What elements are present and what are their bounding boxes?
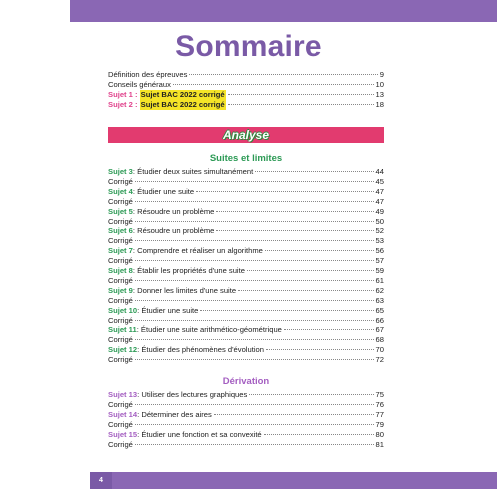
subject-prefix: Sujet 6 xyxy=(108,226,133,236)
toc-row[interactable] xyxy=(108,207,384,217)
toc-page: 79 xyxy=(375,419,384,429)
toc-row[interactable] xyxy=(108,187,384,197)
toc-row[interactable] xyxy=(108,410,384,420)
toc-page: 57 xyxy=(375,256,384,266)
toc-label: Corrigé xyxy=(108,176,133,186)
toc-label: : Résoudre un problème xyxy=(132,226,215,236)
toc-row[interactable] xyxy=(108,217,384,227)
toc-row[interactable] xyxy=(108,335,384,345)
header-band xyxy=(70,0,497,22)
toc-label: Corrigé xyxy=(108,275,133,285)
dot-leader xyxy=(135,424,374,425)
toc-label: Corrigé xyxy=(108,355,133,365)
subject-prefix: Sujet 7 xyxy=(108,246,133,256)
toc-row[interactable] xyxy=(108,70,384,80)
dot-leader xyxy=(135,201,374,202)
toc-label: Conseils généraux xyxy=(108,80,171,89)
toc-page: 47 xyxy=(375,196,384,206)
toc-label: : Utiliser des lectures graphiques xyxy=(137,390,248,399)
toc-page: 70 xyxy=(375,345,384,355)
toc-row[interactable] xyxy=(108,167,384,177)
dot-leader xyxy=(135,260,374,261)
toc-label: Corrigé xyxy=(108,216,133,226)
toc-row[interactable] xyxy=(108,266,384,276)
subject-prefix: Sujet 13 xyxy=(108,390,138,399)
toc-page: 18 xyxy=(375,100,384,109)
dot-leader xyxy=(135,404,374,405)
toc-label: Corrigé xyxy=(108,236,133,246)
dot-leader xyxy=(264,434,374,435)
toc-label: : Donner les limites d'une suite xyxy=(132,285,237,295)
subject-prefix: Sujet 5 xyxy=(108,206,133,216)
toc-page: 47 xyxy=(375,186,384,196)
dot-leader xyxy=(173,84,374,85)
subject-prefix: Sujet 4 xyxy=(108,186,133,196)
toc-page: 77 xyxy=(375,409,384,419)
dot-leader xyxy=(255,171,373,172)
footer-band xyxy=(90,472,497,489)
dot-leader xyxy=(228,104,374,105)
toc-row[interactable] xyxy=(108,306,384,316)
dot-leader xyxy=(266,349,374,350)
toc-row[interactable] xyxy=(108,440,384,450)
toc-label: Corrigé xyxy=(108,335,133,345)
toc-row[interactable] xyxy=(108,226,384,236)
subject-prefix: Sujet 2 : xyxy=(108,100,138,109)
section-banner-analyse xyxy=(108,127,384,143)
toc-page: 72 xyxy=(375,355,384,365)
toc-row[interactable] xyxy=(108,325,384,335)
toc-row[interactable] xyxy=(108,246,384,256)
toc-page: 45 xyxy=(375,176,384,186)
dot-leader xyxy=(135,339,374,340)
toc-page: 62 xyxy=(375,285,384,295)
toc-row[interactable] xyxy=(108,236,384,246)
toc-row[interactable] xyxy=(108,296,384,306)
toc-page: 66 xyxy=(375,315,384,325)
toc-page: 50 xyxy=(375,216,384,226)
toc-page: 10 xyxy=(375,80,384,89)
toc-label: Corrigé xyxy=(108,399,133,409)
toc-row[interactable] xyxy=(108,316,384,326)
toc-label: Corrigé xyxy=(108,315,133,325)
subject-prefix: Sujet 14 xyxy=(108,409,138,419)
subject-prefix: Sujet 9 xyxy=(108,285,133,295)
toc-label: Corrigé xyxy=(108,196,133,206)
toc-label: : Étudier une suite arithmético-géométrique xyxy=(136,325,282,335)
subject-prefix: Sujet 1 : xyxy=(108,90,138,99)
toc-page: 75 xyxy=(375,390,384,399)
toc-label: Corrigé xyxy=(108,439,133,449)
dot-leader xyxy=(247,270,374,271)
toc-page: 65 xyxy=(375,305,384,315)
page-title: Sommaire xyxy=(175,30,322,63)
toc-row[interactable] xyxy=(108,197,384,207)
subject-prefix: Sujet 12 xyxy=(108,345,138,355)
toc-row[interactable] xyxy=(108,420,384,430)
highlighted-label: Sujet BAC 2022 corrigé xyxy=(140,90,225,99)
toc-label: Corrigé xyxy=(108,295,133,305)
dot-leader xyxy=(135,240,374,241)
toc-row[interactable] xyxy=(108,100,384,110)
toc-page: 81 xyxy=(375,439,384,449)
highlighted-label: Sujet BAC 2022 corrigé xyxy=(140,100,225,109)
toc-label: : Étudier une fonction et sa convexité xyxy=(137,429,262,439)
dot-leader xyxy=(135,320,374,321)
dot-leader xyxy=(189,74,377,75)
toc-page: 13 xyxy=(375,90,384,99)
toc-page: 9 xyxy=(379,70,384,79)
toc-page: 76 xyxy=(375,399,384,409)
dot-leader xyxy=(284,329,374,330)
toc-row[interactable] xyxy=(108,430,384,440)
toc-page: 56 xyxy=(375,246,384,256)
dot-leader xyxy=(196,191,373,192)
toc-page: 67 xyxy=(375,325,384,335)
toc-label: : Étudier une suite xyxy=(132,186,195,196)
toc-page: 68 xyxy=(375,335,384,345)
toc-page: 59 xyxy=(375,266,384,275)
dot-leader xyxy=(135,221,374,222)
toc-page: 80 xyxy=(375,429,384,439)
toc-page: 63 xyxy=(375,295,384,305)
toc-label: Corrigé xyxy=(108,256,133,266)
dot-leader xyxy=(135,280,374,281)
toc-label: Corrigé xyxy=(108,419,133,429)
toc-label: : Étudier deux suites simultanément xyxy=(132,167,254,176)
toc-row[interactable] xyxy=(108,400,384,410)
toc-row[interactable] xyxy=(108,177,384,187)
toc-label: Définition des épreuves xyxy=(108,70,188,79)
section-title: Analyse xyxy=(222,128,270,142)
toc-label: : Résoudre un problème xyxy=(132,206,215,216)
dot-leader xyxy=(135,300,374,301)
subject-prefix: Sujet 10 xyxy=(108,305,138,315)
toc-label: : Comprendre et réaliser un algorithme xyxy=(132,246,263,256)
subsection-title: Dérivation xyxy=(222,376,270,387)
toc-label: : Établir les propriétés d'une suite xyxy=(132,266,245,275)
dot-leader xyxy=(135,444,374,445)
toc-row[interactable] xyxy=(108,276,384,286)
toc-page: 61 xyxy=(375,275,384,285)
subsection-title: Suites et limites xyxy=(209,153,283,164)
subject-prefix: Sujet 11 xyxy=(108,325,137,335)
dot-leader xyxy=(265,250,374,251)
toc-row[interactable] xyxy=(108,80,384,90)
toc-label: : Étudier une suite xyxy=(137,305,199,315)
toc-page: 44 xyxy=(375,167,384,176)
dot-leader xyxy=(238,290,373,291)
toc-label: : Étudier des phénomènes d'évolution xyxy=(137,345,264,355)
page-number: 4 xyxy=(90,472,112,489)
toc-row[interactable] xyxy=(108,90,384,100)
subject-prefix: Sujet 15 xyxy=(108,429,138,439)
toc-row[interactable] xyxy=(108,355,384,365)
toc-row[interactable] xyxy=(108,345,384,355)
dot-leader xyxy=(135,359,374,360)
subject-prefix: Sujet 3 xyxy=(108,167,133,176)
dot-leader xyxy=(216,211,373,212)
toc-row[interactable] xyxy=(108,390,384,400)
subject-prefix: Sujet 8 xyxy=(108,266,133,275)
toc-page: 53 xyxy=(375,236,384,246)
dot-leader xyxy=(135,181,374,182)
dot-leader xyxy=(228,94,374,95)
toc-page: 49 xyxy=(375,206,384,216)
dot-leader xyxy=(216,230,373,231)
toc-page: 52 xyxy=(375,226,384,236)
dot-leader xyxy=(200,310,373,311)
toc-row[interactable] xyxy=(108,256,384,266)
dot-leader xyxy=(249,394,373,395)
dot-leader xyxy=(214,414,374,415)
toc-row[interactable] xyxy=(108,286,384,296)
toc-label: : Déterminer des aires xyxy=(137,409,212,419)
